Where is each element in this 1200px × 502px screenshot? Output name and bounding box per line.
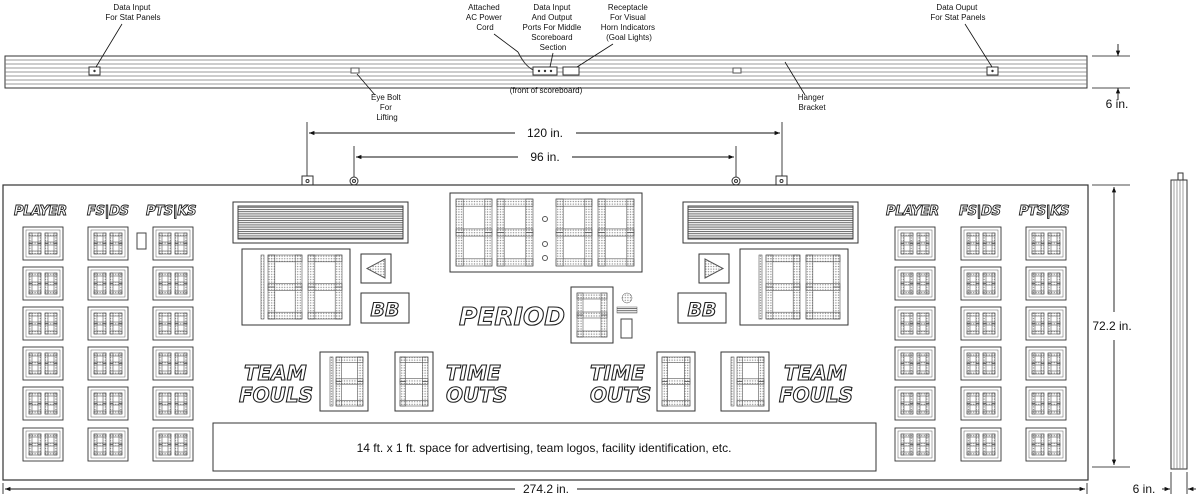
led-digit <box>110 353 122 374</box>
stat-cell <box>23 387 63 420</box>
right-fsds-header: FS|DS <box>959 204 1001 219</box>
stat-cell <box>961 428 1001 461</box>
led-digit <box>1032 313 1044 334</box>
led-digit <box>917 353 929 374</box>
home-possession-arrow-icon <box>361 254 391 283</box>
led-digit <box>261 255 264 319</box>
stat-cell <box>961 307 1001 340</box>
led-digit <box>983 273 995 294</box>
right-team-fouls-label: TEAM FOULS <box>779 361 854 407</box>
depth-dimension-label: 6 in. <box>1105 97 1129 111</box>
width-dimension-label: 274.2 in. <box>522 482 570 496</box>
led-digit <box>175 434 187 455</box>
led-digit <box>94 273 106 294</box>
led-digit <box>901 313 913 334</box>
led-digit <box>330 357 333 406</box>
guest-possession-arrow-icon <box>699 254 729 283</box>
led-digit <box>983 353 995 374</box>
led-digit <box>94 233 106 254</box>
callout-ac-power: Attached AC Power Cord <box>465 3 502 32</box>
led-digit <box>967 313 979 334</box>
led-digit <box>110 434 122 455</box>
side-depth-label: 6 in. <box>1132 482 1156 496</box>
led-digit <box>45 233 57 254</box>
led-digit <box>901 434 913 455</box>
height-dimension-label: 72.2 in. <box>1092 319 1132 333</box>
led-digit <box>917 273 929 294</box>
hanger-bracket-right <box>776 176 787 185</box>
led-digit <box>175 353 187 374</box>
led-digit <box>1048 273 1060 294</box>
front-of-scoreboard-note: (front of scoreboard) <box>509 86 583 95</box>
led-digit <box>29 434 41 455</box>
callout-eye-bolt: Eye Bolt For Lifting <box>370 93 401 122</box>
callout-data-io-middle: Data Input And Output Ports For Middle Scoreboard Section <box>522 3 582 52</box>
stat-cell <box>895 347 935 380</box>
stat-cell <box>153 347 193 380</box>
led-digit <box>45 353 57 374</box>
led-digit <box>175 233 187 254</box>
led-digit <box>1048 233 1060 254</box>
right-time-outs-label: TIME OUTS <box>590 361 652 407</box>
home-timeouts-display <box>395 352 433 411</box>
stat-cell <box>88 387 128 420</box>
stat-cell <box>961 227 1001 260</box>
stat-cell <box>23 428 63 461</box>
stat-cell <box>1026 387 1066 420</box>
led-digit <box>967 273 979 294</box>
left-fsds-header: FS|DS <box>87 204 129 219</box>
led-digit <box>967 353 979 374</box>
stat-cell <box>1026 227 1066 260</box>
stat-cell <box>153 387 193 420</box>
led-digit <box>901 353 913 374</box>
ad-panel-text: 14 ft. x 1 ft. space for advertising, team logos, facility identification, etc. <box>356 441 732 455</box>
led-digit <box>1048 434 1060 455</box>
led-digit <box>731 357 734 406</box>
left-player-header: PLAYER <box>14 204 67 219</box>
led-digit <box>159 393 171 414</box>
guest-bonus-text: BB <box>687 299 717 321</box>
stat-cell <box>23 347 63 380</box>
stat-cell <box>1026 267 1066 300</box>
eye-bolt-right <box>732 177 740 185</box>
led-digit <box>45 313 57 334</box>
led-digit <box>94 434 106 455</box>
led-digit <box>983 393 995 414</box>
led-digit <box>110 393 122 414</box>
led-digit <box>967 434 979 455</box>
led-digit <box>29 273 41 294</box>
home-bonus-text: BB <box>370 299 400 321</box>
led-digit <box>917 393 929 414</box>
guest-score <box>740 249 848 325</box>
top-view <box>5 3 1130 122</box>
led-digit <box>967 393 979 414</box>
stat-cell <box>23 307 63 340</box>
home-fouls-display <box>320 352 368 411</box>
stat-cell <box>153 307 193 340</box>
left-indicator <box>137 233 146 249</box>
callout-horn-receptacle: Receptacle For Visual Horn Indicators (Goal Lights) <box>600 3 656 42</box>
led-digit <box>94 313 106 334</box>
outer-spacing-label: 120 in. <box>526 126 564 140</box>
left-team-fouls-label: TEAM FOULS <box>239 361 314 407</box>
guest-bonus-panel <box>678 293 726 323</box>
led-digit <box>159 353 171 374</box>
led-digit <box>29 353 41 374</box>
callout-hanger-bracket: Hanger Bracket <box>797 93 826 112</box>
period-label: PERIOD <box>459 302 565 331</box>
led-digit <box>1032 393 1044 414</box>
stat-cell <box>153 227 193 260</box>
spacing-dimensions <box>307 122 782 178</box>
led-digit <box>983 313 995 334</box>
stat-cell <box>961 267 1001 300</box>
right-message-center <box>683 202 858 243</box>
stat-cell <box>23 267 63 300</box>
led-digit <box>175 273 187 294</box>
eye-bolt-top-left <box>351 68 359 73</box>
led-digit <box>983 434 995 455</box>
period-display <box>571 287 613 343</box>
hanger-bracket-left <box>302 176 313 185</box>
stat-cell <box>88 428 128 461</box>
led-digit <box>759 255 762 319</box>
led-digit <box>45 273 57 294</box>
led-digit <box>1032 233 1044 254</box>
led-digit <box>917 313 929 334</box>
stat-cell <box>153 267 193 300</box>
stat-cell <box>1026 347 1066 380</box>
callout-data-output-right: Data Ouput For Stat Panels <box>930 3 986 22</box>
stat-cell <box>88 347 128 380</box>
led-digit <box>1048 353 1060 374</box>
led-digit <box>94 353 106 374</box>
led-digit <box>159 434 171 455</box>
game-clock <box>450 193 642 272</box>
led-digit <box>1048 393 1060 414</box>
led-digit <box>29 393 41 414</box>
stat-cell <box>1026 428 1066 461</box>
led-digit <box>917 434 929 455</box>
stat-cell <box>88 227 128 260</box>
horn-receptacle <box>563 67 579 75</box>
led-digit <box>901 273 913 294</box>
led-digit <box>159 273 171 294</box>
stat-cell <box>961 387 1001 420</box>
side-view <box>1133 173 1196 496</box>
stat-cell <box>895 307 935 340</box>
guest-fouls-display <box>721 352 769 411</box>
stat-cell <box>895 428 935 461</box>
front-hardware <box>302 176 787 185</box>
guest-timeouts-display <box>657 352 695 411</box>
stat-cell <box>88 307 128 340</box>
led-digit <box>901 393 913 414</box>
led-digit <box>175 393 187 414</box>
width-dimension <box>3 482 1087 496</box>
height-dimension <box>1092 185 1132 467</box>
led-digit <box>175 313 187 334</box>
led-digit <box>110 233 122 254</box>
stat-cell <box>88 267 128 300</box>
home-score <box>242 249 350 325</box>
led-digit <box>159 233 171 254</box>
callout-data-input-left: Data Input For Stat Panels <box>105 3 161 22</box>
right-player-header: PLAYER <box>886 204 939 219</box>
eye-bolt-top-right <box>733 68 741 73</box>
led-digit <box>983 233 995 254</box>
led-digit <box>1032 353 1044 374</box>
led-digit <box>29 313 41 334</box>
stat-cell <box>895 387 935 420</box>
led-digit <box>159 313 171 334</box>
stat-cell <box>23 227 63 260</box>
stat-cell <box>895 227 935 260</box>
led-digit <box>29 233 41 254</box>
stat-cell <box>1026 307 1066 340</box>
led-digit <box>110 273 122 294</box>
led-digit <box>967 233 979 254</box>
stat-cell <box>961 347 1001 380</box>
home-bonus-panel <box>361 293 409 323</box>
led-digit <box>1032 273 1044 294</box>
led-digit <box>917 233 929 254</box>
left-ptsks-header: PTS|KS <box>146 204 197 219</box>
stat-cell <box>895 267 935 300</box>
left-message-center <box>233 202 408 243</box>
led-digit <box>1048 313 1060 334</box>
led-digit <box>110 313 122 334</box>
led-digit <box>901 233 913 254</box>
inner-spacing-label: 96 in. <box>530 150 560 164</box>
led-digit <box>1032 434 1044 455</box>
left-time-outs-label: TIME OUTS <box>446 361 508 407</box>
led-digit <box>45 393 57 414</box>
led-digit <box>45 434 57 455</box>
stat-cell <box>153 428 193 461</box>
eye-bolt-left <box>350 177 358 185</box>
led-digit <box>94 393 106 414</box>
right-ptsks-header: PTS|KS <box>1019 204 1070 219</box>
